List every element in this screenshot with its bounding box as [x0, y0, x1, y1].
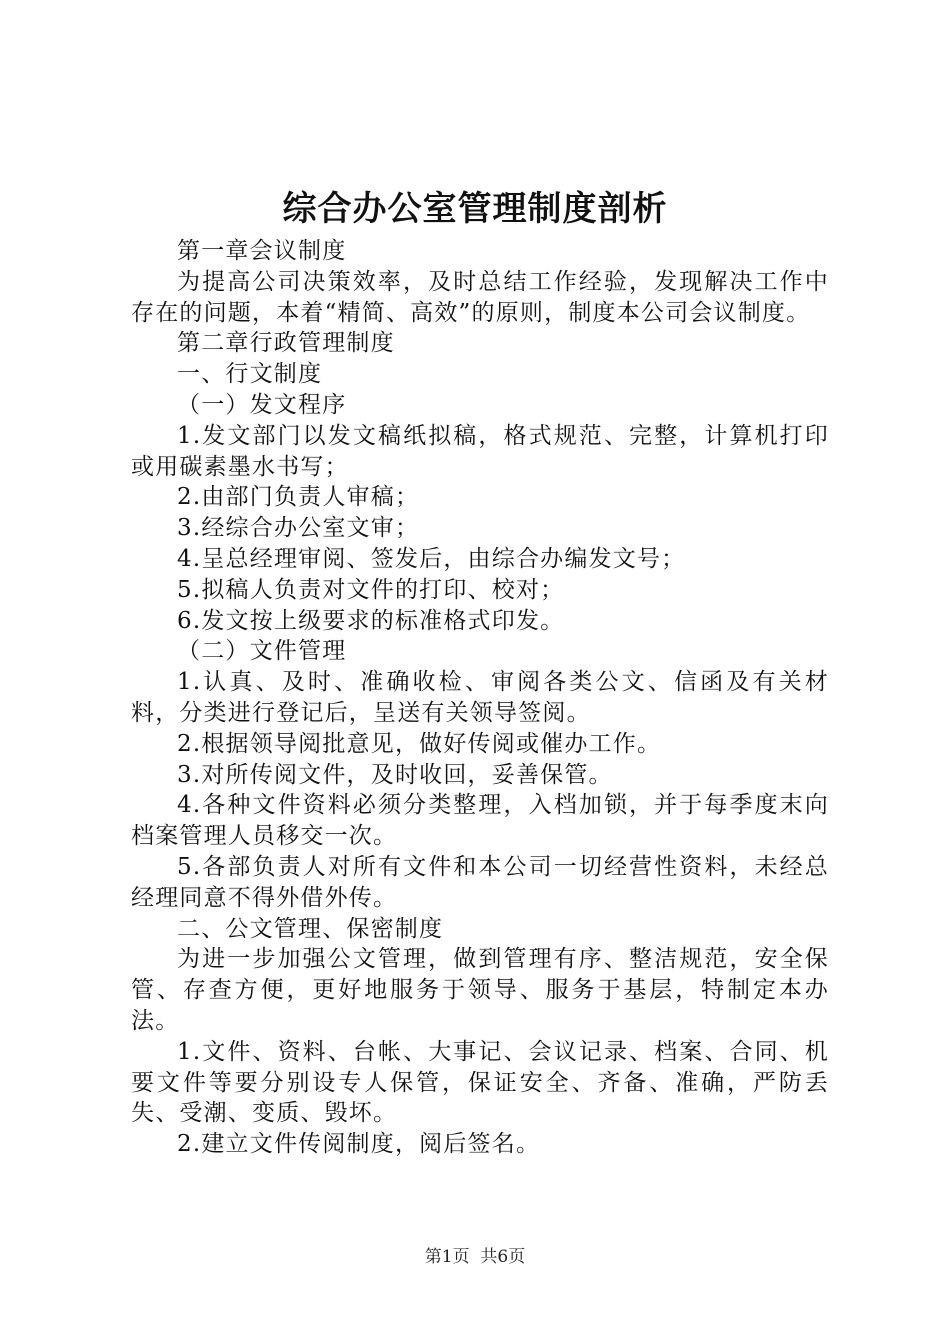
section-heading: 一、行文制度: [177, 361, 323, 388]
page-total: 共6页: [480, 1247, 526, 1267]
subsection-heading: （二）文件管理: [177, 638, 347, 665]
subsection-heading: （一）发文程序: [177, 391, 347, 418]
list-item: 3.经综合办公室文审；: [177, 515, 420, 542]
chapter-heading: 第二章行政管理制度: [177, 330, 395, 357]
page-footer: [0, 1242, 950, 1267]
chapter-heading: 第一章会议制度: [177, 238, 347, 264]
section-heading: 二、公文管理、保密制度: [177, 915, 444, 942]
list-item: 1.认真、及时、准确收检、审阅各类公文、信函及有关材料，分类进行登记后，呈送有关领导签阅。: [131, 669, 829, 726]
list-item: 2.根据领导阅批意见，做好传阅或催办工作。: [177, 730, 662, 757]
page-number: 第1页: [424, 1247, 470, 1267]
list-item: 3.对所传阅文件，及时收回，妥善保管。: [177, 761, 613, 788]
list-item: 4.各种文件资料必须分类整理，入档加锁，并于每季度末向档案管理人员移交一次。: [131, 792, 829, 850]
list-item: 4.呈总经理审阅、签发后，由综合办编发文号；: [177, 545, 686, 572]
list-item: 2.建立文件传阅制度，阅后签名。: [177, 1131, 541, 1158]
document-title: 综合办公室管理制度剖析: [282, 189, 668, 229]
list-item: 1.发文部门以发文稿纸拟稿，格式规范、完整，计算机打印或用碳素墨水书写；: [131, 422, 829, 480]
paragraph: 为提高公司决策效率，及时总结工作经验，发现解决工作中存在的问题，本着“精简、高效”的原则，制度本公司会议制度。: [131, 268, 829, 326]
list-item: 1.文件、资料、台帐、大事记、会议记录、档案、合同、机要文件等要分别设专人保管，保证安全、齐备、准确，严防丢失、受潮、变质、毁坏。: [131, 1038, 829, 1127]
list-item: 5.各部负责人对所有文件和本公司一切经营性资料，未经总经理同意不得外借外传。: [131, 853, 829, 911]
document-body: [131, 236, 829, 1160]
list-item: 2.由部门负责人审稿；: [177, 484, 420, 511]
paragraph: 为进一步加强公文管理，做到管理有序、整洁规范，安全保管、存查方便，更好地服务于领导、服务于基层，特制定本办法。: [131, 946, 829, 1034]
list-item: 5.拟稿人负责对文件的打印、校对；: [177, 576, 565, 603]
list-item: 6.发文按上级要求的标准格式印发。: [177, 607, 565, 634]
